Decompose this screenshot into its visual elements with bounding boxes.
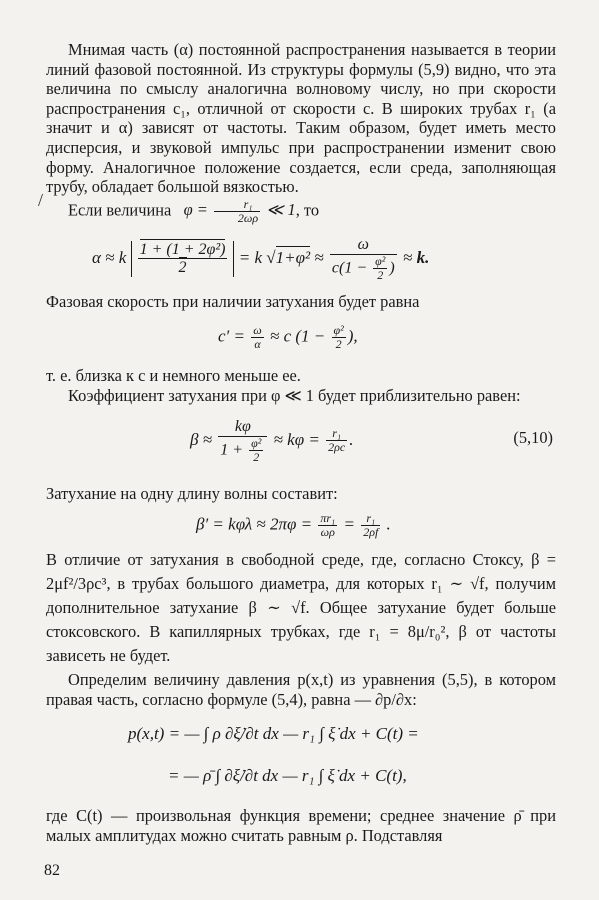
paragraph-phase-constant (46, 40, 556, 197)
equation-phi-definition: φ = $\frac{\text{r₁}}{2\omega\rho}$ ≪ 1 (175, 197, 296, 226)
paragraph-text: Фазовая скорость при наличии затухания будет равна (46, 292, 420, 311)
paragraph-text: Мнимая часть (α) постоянной распространения называется в теории линий фазовой постоянной. Из структуры формулы (5,9) видно, что эта величина по смыслу аналогична волновому числу, но при скорости распространения c₁, отличной от скорости c. В широких трубах r₁ (а значит и α) зависят от частоты. Таким образом, будет иметь место дисперсия, и звуковой импульс при распространении изменит свою форму. Аналогичное положение создается, если среда, заполняющая трубу, обладает большой вязкостью. (46, 40, 556, 197)
paragraph-attenuation-coef (46, 386, 556, 406)
paragraph-text: где C(t) — произвольная функция времени; среднее значение ρ̄ при малых амплитудах можно считать равным ρ. Подставляя (46, 806, 556, 845)
equation-number: (5,10) (513, 428, 553, 447)
paragraph-text: Затухание на одну длину волны составит: (46, 484, 338, 503)
paragraph-pressure (46, 670, 556, 709)
paragraph-text: В отличие от затухания в свободной среде, где, согласно Стоксу, β = 2μf²/3ρc³, в трубах большого диаметра, для которых r₁ ∼ √f, получим дополнительное затухание β ∼ √f. Общее затухание будет больше стоксовского. В капиллярных трубках, где r₁ = 8μ/r₀², β от частоты зависеть не будет. (46, 550, 556, 665)
page-number: 82 (44, 862, 60, 879)
paragraph-wavelength-attenuation (46, 484, 556, 504)
paragraph-text: Коэффициент затухания при φ ≪ 1 будет приблизительно равен: (68, 386, 521, 405)
paragraph-text: Если величина (68, 200, 172, 220)
equation-pressure-line1: p(x,t) = — ∫ ρ ∂ξ̇/∂t dx — r₁ ∫ ξ̇ dx + C(t) = (128, 724, 419, 743)
equation-beta-prime: β′ = kφλ ≈ 2πφ = $\frac{\text{πr₁}}{\omega\rho}$ = $\frac{\text{r₁}}{2\rho f}$ . (196, 511, 391, 540)
paragraph-phi-condition (46, 198, 556, 225)
pencil-mark: / (38, 190, 44, 210)
paragraph-close-to-c (46, 366, 556, 386)
paragraph-stokes (46, 548, 556, 668)
equation-pressure-line2: = — ρ̄ ∫ ∂ξ̇/∂t dx — r₁ ∫ ξ̇ dx + C(t), (168, 766, 407, 785)
equation-phase-velocity: c′ = $\frac{\omega}{\alpha}$ ≈ c (1 − $\frac{\text{φ²}}{2}$ ), (218, 323, 358, 352)
paragraph-phase-velocity (46, 292, 556, 312)
paragraph-text: т. е. близка к c и немного меньше ее. (46, 366, 301, 385)
equation-beta: β ≈ kφ 1 + $\frac{\text{φ²}}{2}$ ≈ kφ = $\frac{\text{r₁}}{2\rho c}$ . (190, 418, 354, 464)
paragraph-arbitrary-function (46, 806, 556, 845)
equation-alpha-approx: α ≈ k $\frac{\text{1 + (1 + 2φ²)}}{2}$ = k √1+φ² ≈ ω c(1 − $\frac{\text{φ²}}{2}$ ) ≈ k. (92, 236, 430, 282)
paragraph-text: Определим величину давления p(x,t) из уравнения (5,5), в котором правая часть, согласно формуле (5,4), равна — ∂p/∂x: (46, 670, 556, 709)
paragraph-text: , то (295, 200, 320, 220)
